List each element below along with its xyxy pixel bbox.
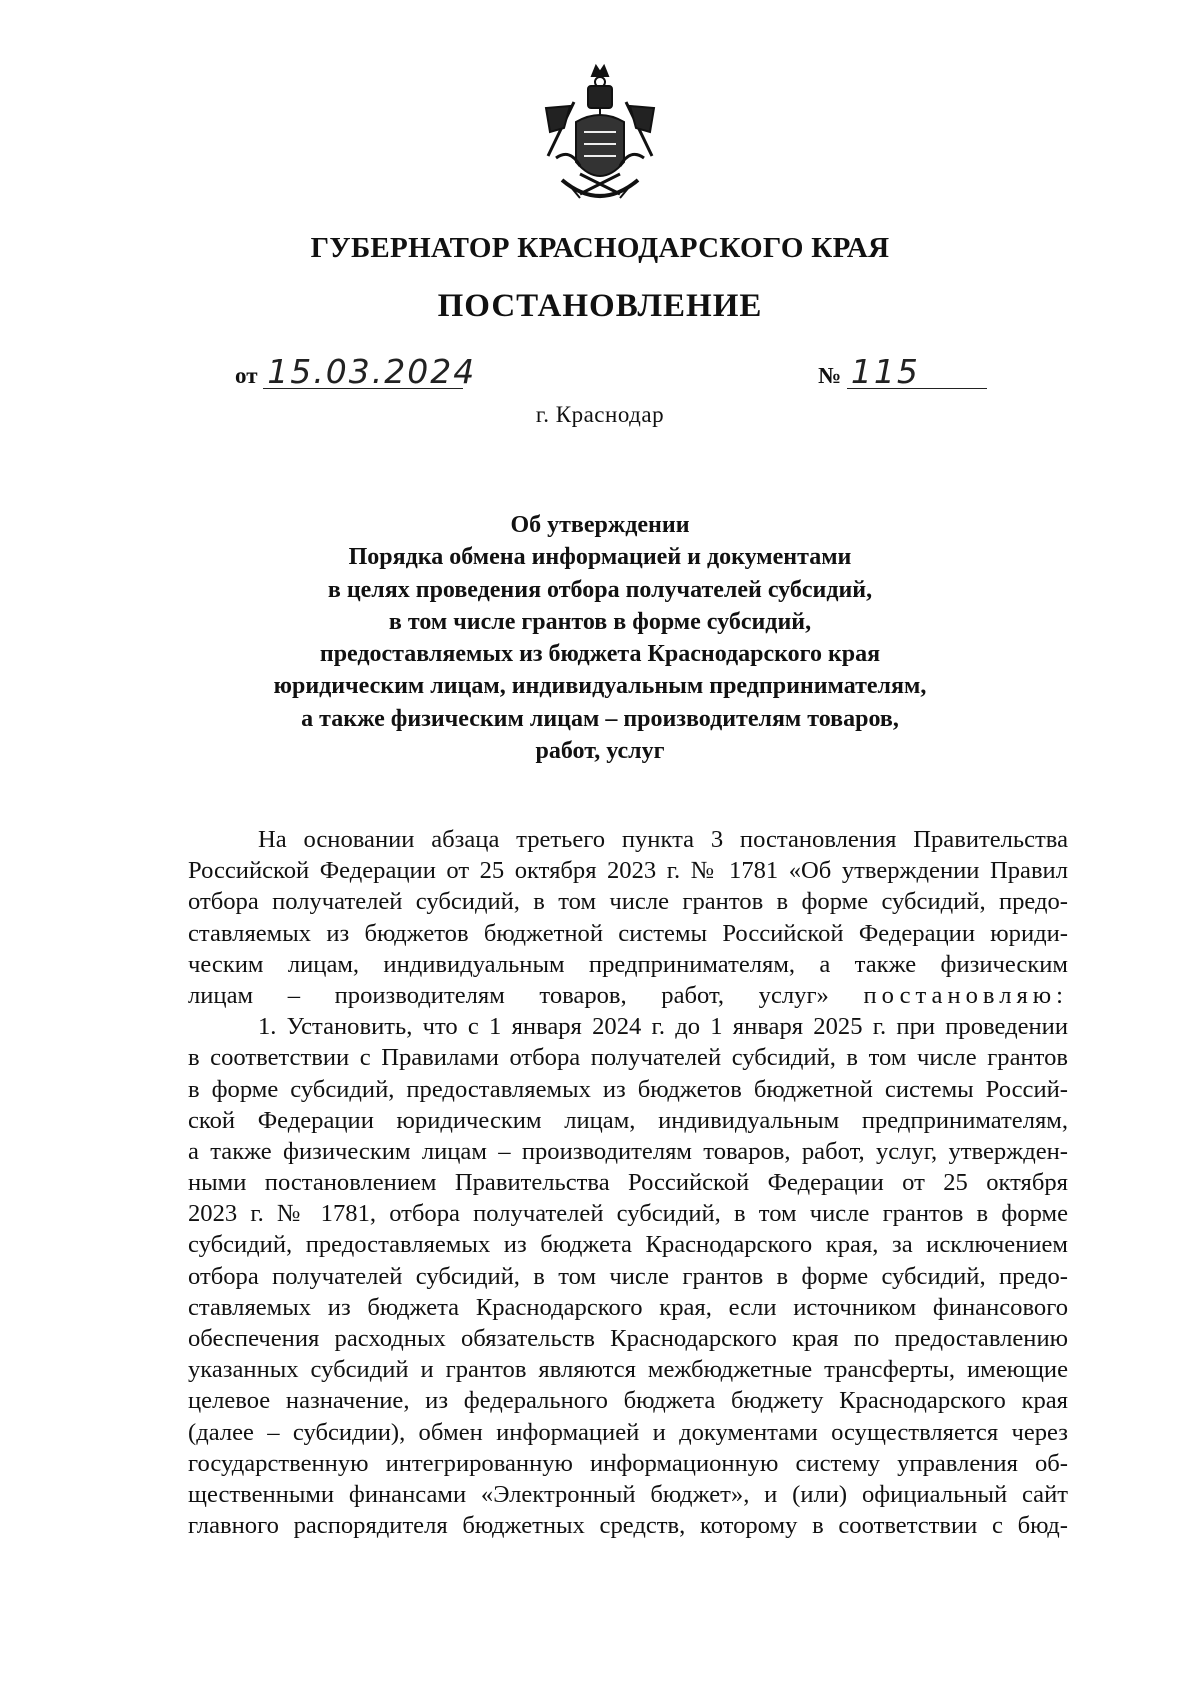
body-line: обеспечения расходных обязательств Краснодарского края по предоставлению: [188, 1325, 1068, 1352]
body-line: На основании абзаца третьего пункта 3 постановления Правительства: [258, 826, 1068, 853]
body-line-decree: [188, 980, 1068, 1011]
document-body: [188, 824, 1068, 1541]
body-line: Российской Федерации от 25 октября 2023 г. № 1781 «Об утверждении Правил: [188, 857, 1068, 885]
handwritten-date: 15.03.2024: [263, 356, 463, 389]
body-line: ской Федерации юридическим лицам, индивидуальным предпринимателям,: [188, 1106, 1068, 1134]
body-line: указанных субсидий и грантов являются межбюджетные трансферты, имеющие: [188, 1356, 1068, 1384]
body-line: щественными финансами «Электронный бюджет», и (или) официальный сайт: [188, 1480, 1068, 1508]
date-prefix: от: [235, 363, 258, 388]
body-line: ческим лицам, индивидуальным предпринимателям, а также физическим: [188, 950, 1068, 978]
body-line: а также физическим лицам – производителям товаров, работ, услуг, утвержден-: [188, 1137, 1068, 1165]
body-line: 1. Установить, что с 1 января 2024 г. до 1 января 2025 г. при проведении: [258, 1013, 1068, 1041]
document-number: [818, 352, 987, 391]
body-line: субсидий, предоставляемых из бюджета Краснодарского края, за исключением: [188, 1231, 1068, 1259]
document-title: [150, 509, 1050, 767]
coat-of-arms-emblem: [540, 62, 660, 212]
body-line: в форме субсидий, предоставляемых из бюджетов бюджетной системы Россий-: [188, 1075, 1068, 1103]
body-line-text: лицам – производителям товаров, работ, услуг»: [188, 981, 829, 1009]
title-line: юридическим лицам, индивидуальным предпринимателям,: [273, 673, 927, 700]
handwritten-number: 115: [847, 356, 987, 389]
number-prefix: №: [818, 363, 842, 388]
body-line: ставляемых из бюджетов бюджетной системы Российской Федерации юриди-: [188, 919, 1068, 947]
body-line: ными постановлением Правительства Российской Федерации от 25 октября: [188, 1169, 1068, 1197]
body-line: целевое назначение, из федерального бюджета бюджету Краснодарского края: [188, 1387, 1068, 1415]
title-line: предоставляемых из бюджета Краснодарского края: [319, 641, 881, 668]
document-type: ПОСТАНОВЛЕНИЕ: [437, 288, 763, 324]
decree-word: постановляю:: [863, 981, 1068, 1009]
title-line: Порядка обмена информацией и документами: [348, 544, 852, 571]
body-line: в соответствии с Правилами отбора получателей субсидий, в том числе грантов: [188, 1044, 1068, 1072]
body-line: главного распорядителя бюджетных средств, которому в соответствии с бюд-: [188, 1512, 1068, 1540]
title-line: в том числе грантов в форме субсидий,: [388, 608, 812, 635]
body-line: государственную интегрированную информационную систему управления об-: [188, 1449, 1068, 1477]
body-line: (далее – субсидии), обмен информацией и документами осуществляется через: [188, 1418, 1068, 1446]
document-date: [235, 352, 477, 391]
issuing-authority: ГУБЕРНАТОР КРАСНОДАРСКОГО КРАЯ: [310, 232, 890, 264]
title-line: Об утверждении: [510, 512, 690, 538]
body-line: ставляемых из бюджета Краснодарского края, если источником финансового: [188, 1293, 1068, 1321]
title-line: в целях проведения отбора получателей субсидий,: [327, 576, 873, 603]
body-line: отбора получателей субсидий, в том числе грантов в форме субсидий, предо-: [188, 888, 1068, 916]
city-name: г. Краснодар: [535, 402, 665, 427]
title-line: а также физическим лицам – производителям товаров,: [301, 705, 899, 732]
crest-icon: [540, 62, 660, 212]
title-line: работ, услуг: [535, 738, 665, 765]
body-line: отбора получателей субсидий, в том числе грантов в форме субсидий, предо-: [188, 1262, 1068, 1290]
body-line: 2023 г. № 1781, отбора получателей субсидий, в том числе грантов в форме: [188, 1200, 1068, 1228]
